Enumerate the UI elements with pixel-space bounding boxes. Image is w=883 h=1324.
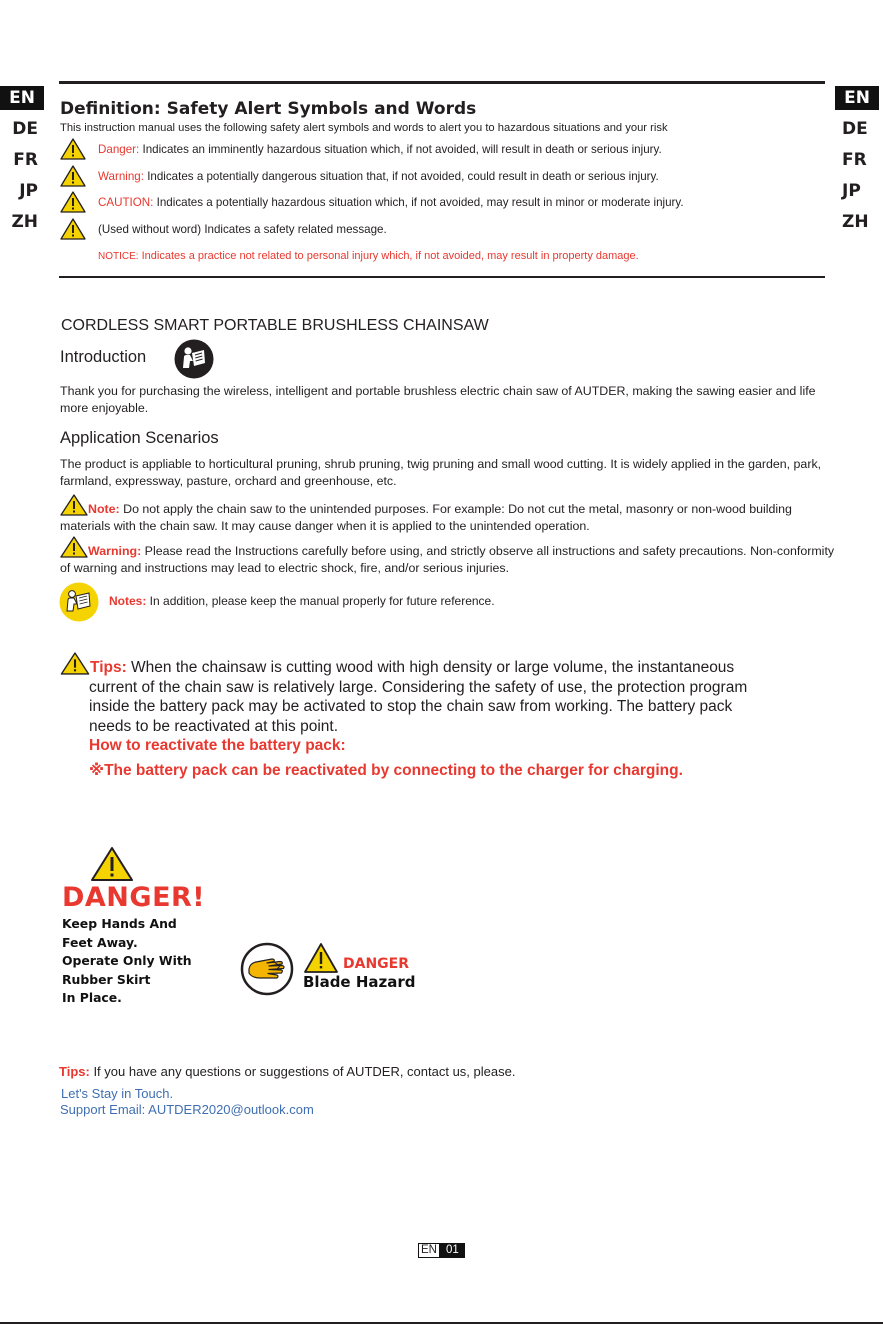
lang-tab-fr[interactable]: FR bbox=[842, 150, 867, 170]
warning-definition-row bbox=[60, 165, 659, 187]
lang-tab-de[interactable]: DE bbox=[12, 119, 38, 139]
notice-definition bbox=[98, 250, 639, 262]
notes-line bbox=[109, 594, 495, 608]
danger-line: Keep Hands And bbox=[62, 916, 177, 931]
danger-sign bbox=[62, 846, 232, 1008]
danger-definition-row bbox=[60, 138, 662, 160]
lang-tab-en[interactable]: EN bbox=[0, 86, 44, 110]
safety-message-row bbox=[60, 218, 387, 240]
note-label: Note: bbox=[88, 502, 120, 516]
notes-label: Notes: bbox=[109, 594, 147, 608]
note-paragraph bbox=[60, 494, 840, 535]
notice-text: Indicates a practice not related to personal injury which, if not avoided, may result in property damage. bbox=[138, 250, 639, 262]
hand-hazard-icon bbox=[240, 942, 294, 996]
warning-triangle-icon bbox=[303, 942, 339, 974]
tips-block bbox=[60, 652, 840, 780]
language-tabs-left bbox=[0, 86, 48, 241]
lang-tab-jp[interactable]: JP bbox=[19, 181, 38, 201]
definition-intro: This instruction manual uses the following safety alert symbols and words to alert you to hazardous situations and your risk bbox=[60, 122, 668, 134]
warning-triangle-icon bbox=[60, 494, 88, 516]
warning-triangle-icon bbox=[60, 536, 88, 558]
warning-paragraph bbox=[60, 536, 840, 577]
danger-text: Indicates an imminently hazardous situation which, if not avoided, will result in death or serious injury. bbox=[139, 142, 662, 156]
lang-tab-jp[interactable]: JP bbox=[842, 181, 861, 201]
lang-tab-fr[interactable]: FR bbox=[13, 150, 38, 170]
warning-text: Please read the Instructions carefully before using, and strictly observe all instructions and safety precautions. Non-conformity of warning and instructions may lead to electric shock, fire, and/or serious injuries. bbox=[60, 544, 835, 575]
notice-label: NOTICE: bbox=[98, 251, 139, 262]
safety-message-text: (Used without word) Indicates a safety related message. bbox=[98, 222, 387, 236]
contact-tips-label: Tips: bbox=[59, 1064, 90, 1079]
introduction-heading: Introduction bbox=[60, 348, 147, 366]
stay-in-touch: Let's Stay in Touch. bbox=[61, 1086, 174, 1101]
tips-label: Tips: bbox=[90, 659, 127, 676]
danger-word: DANGER! bbox=[62, 882, 206, 913]
contact-tips bbox=[59, 1064, 515, 1079]
caution-label: CAUTION: bbox=[98, 195, 154, 209]
warning-label: Warning: bbox=[88, 544, 142, 558]
page-number bbox=[418, 1243, 465, 1258]
danger-instructions bbox=[62, 915, 232, 1008]
caution-text: Indicates a potentially hazardous situation which, if not avoided, may result in minor or moderate injury. bbox=[153, 195, 684, 209]
danger-line: Operate Only With bbox=[62, 953, 192, 968]
language-tabs-right bbox=[835, 86, 883, 241]
danger-line: Rubber Skirt bbox=[62, 971, 151, 987]
blade-danger-word: DANGER bbox=[343, 956, 410, 972]
support-email[interactable]: Support Email: AUTDER2020@outlook.com bbox=[60, 1102, 314, 1117]
reactivate-instruction: ※The battery pack can be reactivated by connecting to the charger for charging. bbox=[89, 761, 683, 779]
divider-bottom bbox=[59, 276, 825, 278]
blade-hazard-text: Blade Hazard bbox=[303, 973, 416, 991]
read-manual-icon bbox=[174, 339, 214, 379]
warning-triangle-icon bbox=[90, 846, 134, 882]
warning-triangle-icon bbox=[60, 652, 90, 675]
danger-line: In Place. bbox=[62, 990, 122, 1005]
lang-tab-de[interactable]: DE bbox=[842, 119, 868, 139]
note-text: Do not apply the chain saw to the unintended purposes. For example: Do not cut the metal, masonry or non-wood building materials with the chain saw. It may cause danger when it is applied to the unintended operation. bbox=[60, 502, 792, 533]
reactivate-heading: How to reactivate the battery pack: bbox=[89, 737, 346, 754]
introduction-text: Thank you for purchasing the wireless, intelligent and portable brushless electric chain saw of AUTDER, making the sawing easier and life more enjoyable. bbox=[60, 384, 816, 415]
danger-line: Feet Away. bbox=[62, 934, 138, 950]
warning-text: Indicates a potentially dangerous situation that, if not avoided, could result in death or serious injury. bbox=[143, 169, 659, 183]
warning-triangle-icon bbox=[60, 191, 86, 213]
lang-tab-zh[interactable]: ZH bbox=[11, 212, 38, 232]
warning-triangle-icon bbox=[60, 138, 86, 160]
page-num: 01 bbox=[440, 1243, 465, 1258]
definition-title: Definition: Safety Alert Symbols and Words bbox=[60, 99, 477, 119]
danger-label: Danger: bbox=[98, 142, 140, 156]
product-title: CORDLESS SMART PORTABLE BRUSHLESS CHAINSAW bbox=[61, 317, 489, 334]
tips-line-2: current of the chain saw is relatively large. Considering the safety of use, the protection program bbox=[89, 678, 748, 696]
lang-tab-en[interactable]: EN bbox=[835, 86, 879, 110]
lang-tab-zh[interactable]: ZH bbox=[842, 212, 869, 232]
page-lang: EN bbox=[418, 1243, 440, 1258]
application-text: The product is appliable to horticultural pruning, shrub pruning, twig pruning and small wood cutting. It is widely applied in the garden, park, farmland, expressway, pasture, orchard and greenhouse, etc. bbox=[60, 457, 822, 488]
application-heading: Application Scenarios bbox=[60, 429, 219, 447]
contact-tips-text: If you have any questions or suggestions of AUTDER, contact us, please. bbox=[89, 1064, 516, 1079]
warning-label: Warning: bbox=[98, 169, 144, 183]
divider-top bbox=[59, 81, 825, 84]
warning-triangle-icon bbox=[60, 218, 86, 240]
tips-line-4: needs to be reactivated at this point. bbox=[89, 717, 339, 735]
tips-line-3: inside the battery pack may be activated to stop the chain saw from working. The battery pack bbox=[89, 698, 733, 715]
notes-text: In addition, please keep the manual properly for future reference. bbox=[146, 594, 495, 608]
caution-definition-row bbox=[60, 191, 684, 213]
tips-line-1: When the chainsaw is cutting wood with high density or large volume, the instantaneous bbox=[126, 659, 735, 676]
warning-triangle-icon bbox=[60, 165, 86, 187]
read-manual-icon bbox=[59, 582, 99, 622]
